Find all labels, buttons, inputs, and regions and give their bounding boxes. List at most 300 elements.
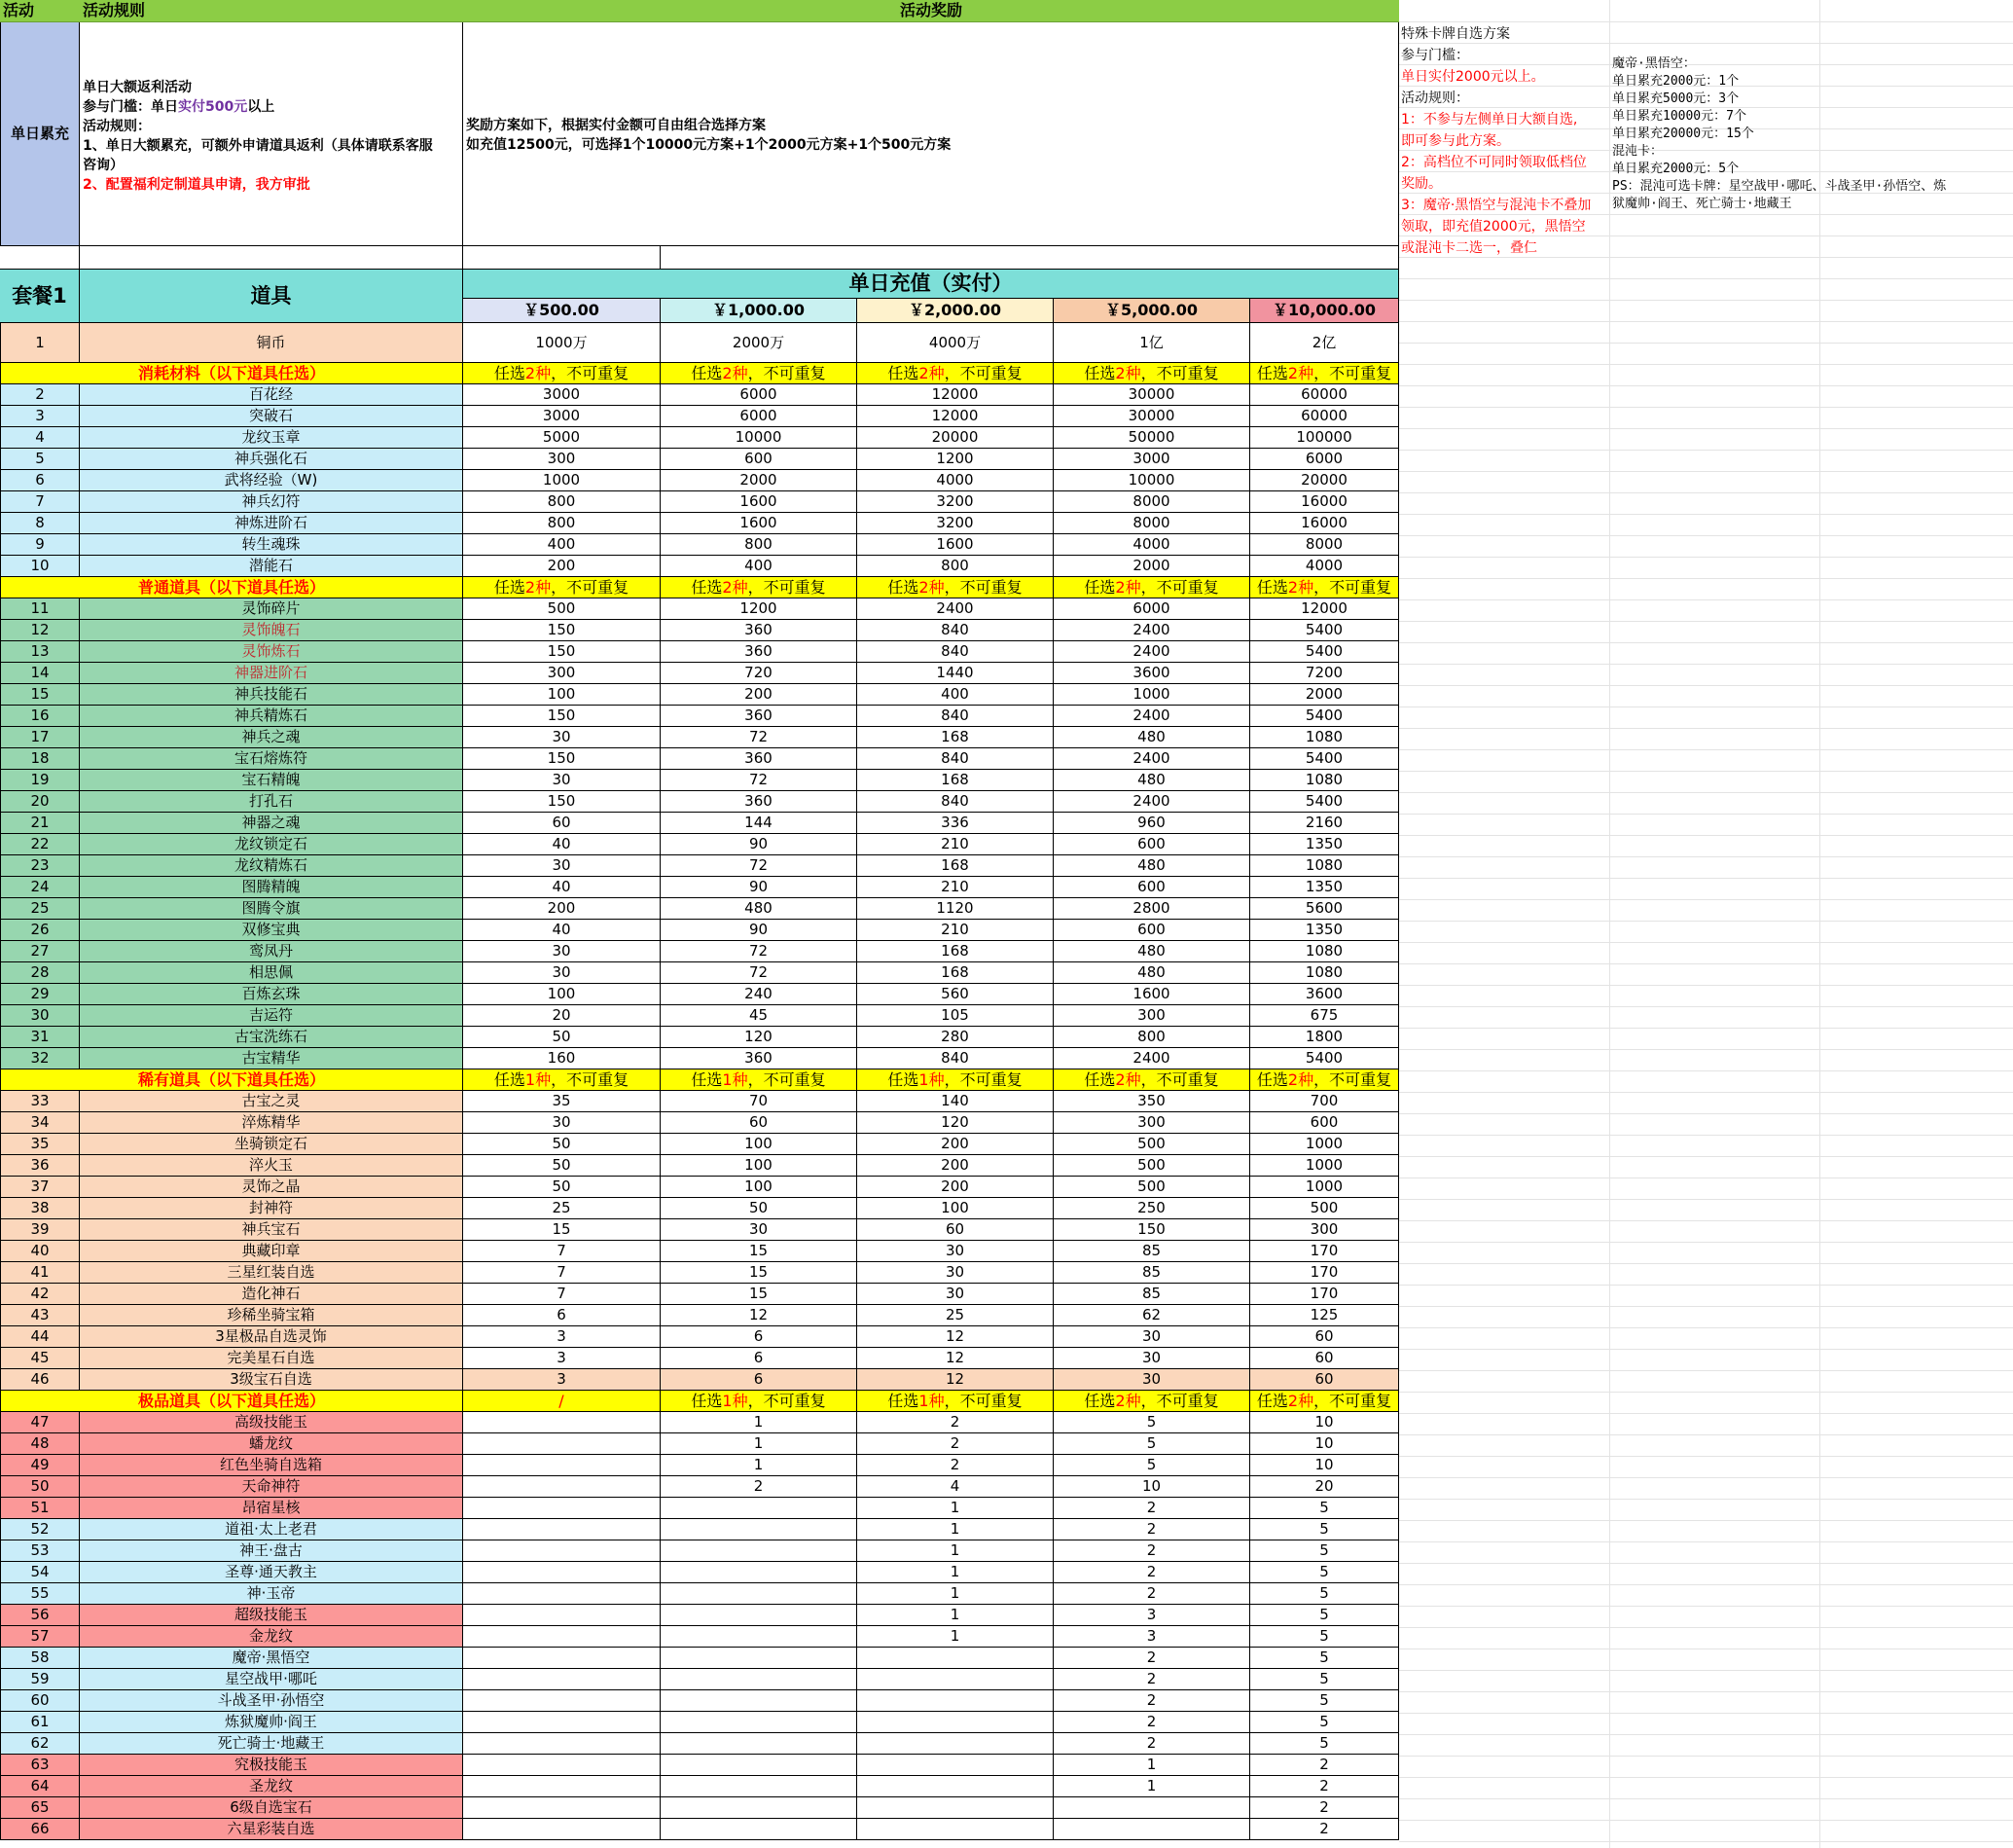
item-name[interactable]: 转生魂珠 [80, 534, 463, 556]
tier-value[interactable]: 168 [857, 962, 1054, 984]
option-cell[interactable] [857, 363, 1054, 384]
tier-value[interactable]: 30 [463, 727, 661, 748]
tier-value[interactable]: 480 [661, 898, 857, 920]
tier-value[interactable] [463, 1412, 661, 1433]
tier-value[interactable]: 45 [661, 1005, 857, 1027]
tier-value[interactable]: 5400 [1250, 791, 1399, 813]
tier-value[interactable]: 85 [1054, 1262, 1250, 1284]
tier-header-1[interactable]: ￥500.00 [463, 299, 661, 323]
tier-value[interactable]: 500 [1250, 1198, 1399, 1219]
tier-value[interactable]: 10000 [661, 427, 857, 449]
tier-value[interactable]: 1 [1054, 1776, 1250, 1797]
item-name[interactable]: 昂宿星核 [80, 1498, 463, 1519]
option-cell[interactable] [857, 1069, 1054, 1091]
tier-value[interactable]: 1 [857, 1562, 1054, 1583]
tier-value[interactable]: 600 [661, 449, 857, 470]
tier-value[interactable]: 5 [1250, 1498, 1399, 1519]
item-name[interactable]: 炼狱魔帅·阎王 [80, 1712, 463, 1733]
tier-value[interactable]: 15 [661, 1284, 857, 1305]
tier-value[interactable]: 120 [661, 1027, 857, 1048]
tier-value[interactable]: 560 [857, 984, 1054, 1005]
tier-value[interactable]: 15 [463, 1219, 661, 1241]
item-name[interactable]: 圣尊·通天教主 [80, 1562, 463, 1583]
tier-value[interactable]: 12000 [1250, 598, 1399, 620]
tier-value[interactable]: 300 [1054, 1005, 1250, 1027]
item-name[interactable]: 封神符 [80, 1198, 463, 1219]
row-index[interactable]: 35 [0, 1134, 80, 1155]
tier-value[interactable]: 5 [1054, 1455, 1250, 1476]
tier-value[interactable]: 12 [661, 1305, 857, 1326]
tier-value[interactable]: 150 [463, 706, 661, 727]
item-name[interactable]: 六星彩装自选 [80, 1819, 463, 1840]
row-index[interactable]: 42 [0, 1284, 80, 1305]
tier-value[interactable]: 3 [463, 1348, 661, 1369]
item-name[interactable]: 龙纹玉章 [80, 427, 463, 449]
item-name[interactable]: 神·玉帝 [80, 1583, 463, 1605]
item-name[interactable]: 神王·盘古 [80, 1540, 463, 1562]
tier-value[interactable]: 2 [1250, 1797, 1399, 1819]
tier-value[interactable]: 360 [661, 706, 857, 727]
tier-value[interactable]: 100 [661, 1177, 857, 1198]
item-name[interactable]: 究极技能玉 [80, 1755, 463, 1776]
tier-value[interactable]: 2000 [1250, 684, 1399, 706]
tier-value[interactable]: 4000 [1054, 534, 1250, 556]
blank-cell[interactable] [0, 246, 80, 270]
tier-value[interactable] [463, 1819, 661, 1840]
tier-value[interactable]: 360 [661, 748, 857, 770]
tier-value[interactable] [661, 1519, 857, 1540]
item-name[interactable]: 图腾精魄 [80, 877, 463, 898]
tier-value[interactable]: 2 [857, 1412, 1054, 1433]
tier-value[interactable] [463, 1648, 661, 1669]
tier-value[interactable]: 1000 [463, 470, 661, 491]
item-name[interactable]: 灵饰之晶 [80, 1177, 463, 1198]
tier-value[interactable]: 2亿 [1250, 323, 1399, 363]
tier-value[interactable] [661, 1648, 857, 1669]
tier-value[interactable]: 280 [857, 1027, 1054, 1048]
tier-value[interactable]: 2 [1054, 1648, 1250, 1669]
tier-value[interactable]: 90 [661, 877, 857, 898]
option-cell[interactable] [661, 363, 857, 384]
tier-value[interactable]: 2 [661, 1476, 857, 1498]
row-index[interactable]: 11 [0, 598, 80, 620]
tier-value[interactable]: 30 [463, 941, 661, 962]
item-name[interactable]: 高级技能玉 [80, 1412, 463, 1433]
tier-value[interactable]: 50000 [1054, 427, 1250, 449]
tier-value[interactable] [1054, 1819, 1250, 1840]
tier-value[interactable] [857, 1797, 1054, 1819]
tier-value[interactable]: 360 [661, 1048, 857, 1069]
tier-value[interactable]: 72 [661, 962, 857, 984]
tier-value[interactable]: 1440 [857, 663, 1054, 684]
reward-desc-cell[interactable] [463, 22, 1399, 246]
row-index[interactable]: 47 [0, 1412, 80, 1433]
tier-value[interactable]: 10 [1054, 1476, 1250, 1498]
tier-value[interactable]: 5 [1250, 1712, 1399, 1733]
row-index[interactable]: 62 [0, 1733, 80, 1755]
item-name[interactable]: 宝石熔炼符 [80, 748, 463, 770]
tier-value[interactable]: 2 [1054, 1712, 1250, 1733]
tier-value[interactable]: 1120 [857, 898, 1054, 920]
tier-value[interactable]: 200 [857, 1177, 1054, 1198]
tier-value[interactable]: 1 [857, 1626, 1054, 1648]
tier-value[interactable]: 40 [463, 877, 661, 898]
row-index[interactable]: 41 [0, 1262, 80, 1284]
tier-value[interactable]: 6 [463, 1305, 661, 1326]
tier-value[interactable]: 60 [1250, 1369, 1399, 1391]
item-name[interactable]: 超级技能玉 [80, 1605, 463, 1626]
item-name[interactable]: 宝石精魄 [80, 770, 463, 791]
item-name[interactable]: 天命神符 [80, 1476, 463, 1498]
tier-value[interactable]: 500 [1054, 1177, 1250, 1198]
tier-value[interactable]: 360 [661, 641, 857, 663]
tier-value[interactable] [463, 1540, 661, 1562]
tier-value[interactable]: 200 [661, 684, 857, 706]
tier-value[interactable]: 3 [1054, 1605, 1250, 1626]
tier-value[interactable] [857, 1712, 1054, 1733]
tier-value[interactable]: 10 [1250, 1412, 1399, 1433]
item-name[interactable]: 淬火玉 [80, 1155, 463, 1177]
tier-value[interactable]: 150 [463, 641, 661, 663]
tier-value[interactable] [463, 1626, 661, 1648]
tier-value[interactable]: 50 [661, 1198, 857, 1219]
tier-value[interactable]: 2000 [661, 470, 857, 491]
tier-value[interactable]: 20 [463, 1005, 661, 1027]
tier-value[interactable] [661, 1669, 857, 1690]
tier-value[interactable]: 6000 [661, 406, 857, 427]
tier-value[interactable] [463, 1519, 661, 1540]
tier-value[interactable]: 350 [1054, 1091, 1250, 1112]
tier-value[interactable]: 3 [463, 1326, 661, 1348]
tier-value[interactable]: 6 [661, 1369, 857, 1391]
item-header[interactable]: 道具 [80, 270, 463, 323]
tier-value[interactable]: 50 [463, 1027, 661, 1048]
row-index[interactable]: 32 [0, 1048, 80, 1069]
tier-value[interactable]: 2 [1054, 1669, 1250, 1690]
tier-value[interactable]: 7200 [1250, 663, 1399, 684]
tier-value[interactable]: 25 [857, 1305, 1054, 1326]
tier-value[interactable]: 5400 [1250, 641, 1399, 663]
tier-value[interactable]: 3 [463, 1369, 661, 1391]
tier-value[interactable]: 20000 [857, 427, 1054, 449]
tier-value[interactable]: 500 [463, 598, 661, 620]
tier-value[interactable]: 10000 [1054, 470, 1250, 491]
tier-value[interactable]: 10 [1250, 1455, 1399, 1476]
item-name[interactable]: 神兵技能石 [80, 684, 463, 706]
tier-value[interactable]: 200 [857, 1155, 1054, 1177]
row-index[interactable]: 40 [0, 1241, 80, 1262]
tier-value[interactable]: 30000 [1054, 406, 1250, 427]
tier-value[interactable]: 16000 [1250, 491, 1399, 513]
tier-value[interactable]: 5 [1250, 1626, 1399, 1648]
tier-value[interactable] [857, 1669, 1054, 1690]
option-cell[interactable] [857, 577, 1054, 598]
row-index[interactable]: 3 [0, 406, 80, 427]
row-index[interactable]: 36 [0, 1155, 80, 1177]
item-name[interactable]: 红色坐骑自选箱 [80, 1455, 463, 1476]
tier-value[interactable]: 6000 [1250, 449, 1399, 470]
item-name[interactable]: 斗战圣甲·孙悟空 [80, 1690, 463, 1712]
tier-value[interactable]: 336 [857, 813, 1054, 834]
tier-value[interactable]: 7 [463, 1284, 661, 1305]
item-name[interactable]: 金龙纹 [80, 1626, 463, 1648]
option-cell[interactable] [1250, 577, 1399, 598]
header-rules[interactable]: 活动规则 [80, 0, 463, 22]
tier-value[interactable]: 40 [463, 834, 661, 855]
tier-value[interactable]: 300 [1054, 1112, 1250, 1134]
tier-value[interactable]: 2160 [1250, 813, 1399, 834]
item-name[interactable]: 灵饰碎片 [80, 598, 463, 620]
tier-value[interactable]: 840 [857, 748, 1054, 770]
tier-value[interactable]: 3600 [1250, 984, 1399, 1005]
tier-value[interactable]: 12000 [857, 384, 1054, 406]
tier-value[interactable]: 1800 [1250, 1027, 1399, 1048]
tier-value[interactable] [661, 1819, 857, 1840]
row-index[interactable]: 8 [0, 513, 80, 534]
tier-value[interactable]: 60 [857, 1219, 1054, 1241]
tier-value[interactable]: 2400 [1054, 706, 1250, 727]
tier-value[interactable]: 2400 [857, 598, 1054, 620]
tier-value[interactable]: 30 [857, 1284, 1054, 1305]
tier-value[interactable]: 800 [857, 556, 1054, 577]
option-cell[interactable] [1054, 1069, 1250, 1091]
tier-value[interactable]: 150 [463, 620, 661, 641]
tier-value[interactable]: 20 [1250, 1476, 1399, 1498]
tier-value[interactable]: 60 [1250, 1326, 1399, 1348]
tier-value[interactable]: 2 [857, 1455, 1054, 1476]
tier-value[interactable]: 30 [463, 855, 661, 877]
row-index[interactable]: 6 [0, 470, 80, 491]
row-index[interactable]: 29 [0, 984, 80, 1005]
tier-value[interactable]: 5400 [1250, 620, 1399, 641]
row-index[interactable]: 63 [0, 1755, 80, 1776]
item-name[interactable]: 打孔石 [80, 791, 463, 813]
tier-value[interactable]: 1 [857, 1498, 1054, 1519]
option-cell[interactable] [1250, 1069, 1399, 1091]
tier-value[interactable]: 2400 [1054, 1048, 1250, 1069]
row-index[interactable]: 56 [0, 1605, 80, 1626]
tier-value[interactable]: 1 [857, 1605, 1054, 1626]
row-index[interactable]: 7 [0, 491, 80, 513]
tier-value[interactable]: 30 [463, 962, 661, 984]
row-index[interactable]: 12 [0, 620, 80, 641]
item-name[interactable]: 潜能石 [80, 556, 463, 577]
item-name[interactable]: 吉运符 [80, 1005, 463, 1027]
item-name[interactable]: 神兵宝石 [80, 1219, 463, 1241]
tier-value[interactable]: 1 [661, 1455, 857, 1476]
tier-value[interactable]: 675 [1250, 1005, 1399, 1027]
row-index[interactable]: 18 [0, 748, 80, 770]
row-index[interactable]: 20 [0, 791, 80, 813]
tier-value[interactable] [463, 1583, 661, 1605]
tier-value[interactable]: 7 [463, 1241, 661, 1262]
tier-value[interactable]: 1080 [1250, 941, 1399, 962]
tier-value[interactable]: 20000 [1250, 470, 1399, 491]
tier-value[interactable]: 2 [1250, 1776, 1399, 1797]
tier-value[interactable]: 50 [463, 1134, 661, 1155]
package-header[interactable]: 套餐1 [0, 270, 80, 323]
item-name[interactable]: 神炼进阶石 [80, 513, 463, 534]
item-name[interactable]: 神器进阶石 [80, 663, 463, 684]
tier-value[interactable]: 600 [1054, 877, 1250, 898]
row-index[interactable]: 34 [0, 1112, 80, 1134]
item-name[interactable]: 三星红装自选 [80, 1262, 463, 1284]
item-name[interactable]: 双修宝典 [80, 920, 463, 941]
item-name[interactable]: 坐骑锁定石 [80, 1134, 463, 1155]
row-index[interactable]: 48 [0, 1433, 80, 1455]
tier-header-4[interactable]: ￥5,000.00 [1054, 299, 1250, 323]
section-header[interactable]: 普通道具（以下道具任选） [0, 577, 463, 598]
tier-value[interactable]: 72 [661, 770, 857, 791]
tier-value[interactable]: 1080 [1250, 770, 1399, 791]
tier-value[interactable]: 85 [1054, 1241, 1250, 1262]
tier-value[interactable]: 1600 [1054, 984, 1250, 1005]
tier-value[interactable] [857, 1819, 1054, 1840]
tier-value[interactable]: 300 [463, 449, 661, 470]
tier-value[interactable]: 6000 [661, 384, 857, 406]
tier-value[interactable]: 500 [1054, 1134, 1250, 1155]
tier-value[interactable]: 1200 [661, 598, 857, 620]
tier-value[interactable]: 2 [857, 1433, 1054, 1455]
tier-value[interactable]: 5400 [1250, 748, 1399, 770]
tier-header-3[interactable]: ￥2,000.00 [857, 299, 1054, 323]
tier-value[interactable]: 8000 [1054, 513, 1250, 534]
tier-value[interactable]: 1000 [1250, 1134, 1399, 1155]
item-name[interactable]: 灵饰炼石 [80, 641, 463, 663]
tier-value[interactable]: 960 [1054, 813, 1250, 834]
item-name[interactable]: 神兵精炼石 [80, 706, 463, 727]
tier-value[interactable]: 105 [857, 1005, 1054, 1027]
row-index[interactable]: 58 [0, 1648, 80, 1669]
tier-value[interactable] [661, 1626, 857, 1648]
tier-value[interactable]: 800 [661, 534, 857, 556]
tier-value[interactable]: 1600 [661, 513, 857, 534]
tier-value[interactable]: 5 [1250, 1690, 1399, 1712]
tier-value[interactable]: 6 [661, 1348, 857, 1369]
row-index[interactable]: 65 [0, 1797, 80, 1819]
tier-value[interactable]: 2400 [1054, 748, 1250, 770]
tier-value[interactable]: 480 [1054, 855, 1250, 877]
tier-value[interactable]: 800 [1054, 1027, 1250, 1048]
section-header[interactable]: 极品道具（以下道具任选） [0, 1391, 463, 1412]
tier-value[interactable]: 2 [1054, 1562, 1250, 1583]
option-cell[interactable] [661, 577, 857, 598]
item-name[interactable]: 死亡骑士·地藏王 [80, 1733, 463, 1755]
tier-value[interactable]: 4 [857, 1476, 1054, 1498]
tier-value[interactable] [661, 1712, 857, 1733]
item-name[interactable]: 神兵之魂 [80, 727, 463, 748]
tier-value[interactable]: 3200 [857, 491, 1054, 513]
tier-value[interactable] [661, 1583, 857, 1605]
tier-value[interactable]: 210 [857, 920, 1054, 941]
tier-value[interactable]: 840 [857, 1048, 1054, 1069]
tier-value[interactable]: 600 [1054, 920, 1250, 941]
tier-value[interactable]: 2400 [1054, 641, 1250, 663]
section-header[interactable]: 消耗材料（以下道具任选） [0, 363, 463, 384]
item-name[interactable]: 珍稀坐骑宝箱 [80, 1305, 463, 1326]
tier-value[interactable]: 2 [1054, 1733, 1250, 1755]
row-index[interactable]: 49 [0, 1455, 80, 1476]
tier-value[interactable] [463, 1455, 661, 1476]
tier-value[interactable] [661, 1755, 857, 1776]
tier-value[interactable]: 85 [1054, 1284, 1250, 1305]
item-name[interactable]: 突破石 [80, 406, 463, 427]
tier-value[interactable]: 840 [857, 641, 1054, 663]
tier-value[interactable]: 30000 [1054, 384, 1250, 406]
row-index[interactable]: 44 [0, 1326, 80, 1348]
activity-name-cell[interactable]: 单日累充 [0, 22, 80, 246]
tier-value[interactable] [661, 1776, 857, 1797]
tier-value[interactable]: 72 [661, 855, 857, 877]
row-index[interactable]: 43 [0, 1305, 80, 1326]
tier-value[interactable]: 480 [1054, 941, 1250, 962]
tier-value[interactable]: 7 [463, 1262, 661, 1284]
row-index[interactable]: 64 [0, 1776, 80, 1797]
item-name[interactable]: 蟠龙纹 [80, 1433, 463, 1455]
tier-value[interactable]: 100 [857, 1198, 1054, 1219]
tier-value[interactable]: 700 [1250, 1091, 1399, 1112]
option-cell[interactable] [463, 577, 661, 598]
tier-value[interactable]: 5 [1250, 1562, 1399, 1583]
tier-value[interactable]: 5400 [1250, 706, 1399, 727]
tier-value[interactable]: 1 [661, 1433, 857, 1455]
option-cell[interactable] [1250, 1391, 1399, 1412]
item-name[interactable]: 道祖·太上老君 [80, 1519, 463, 1540]
item-name[interactable]: 古宝洗练石 [80, 1027, 463, 1048]
row-index[interactable]: 25 [0, 898, 80, 920]
tier-value[interactable]: 168 [857, 770, 1054, 791]
blank-cell[interactable] [661, 246, 1399, 270]
tier-value[interactable] [463, 1605, 661, 1626]
item-name[interactable]: 魔帝·黑悟空 [80, 1648, 463, 1669]
tier-value[interactable] [463, 1690, 661, 1712]
blank-cell[interactable] [463, 246, 661, 270]
tier-header-5[interactable]: ￥10,000.00 [1250, 299, 1399, 323]
tier-value[interactable]: 30 [857, 1241, 1054, 1262]
tier-value[interactable]: 1350 [1250, 834, 1399, 855]
tier-value[interactable]: 360 [661, 620, 857, 641]
recharge-header[interactable]: 单日充值（实付） [463, 270, 1399, 299]
tier-value[interactable]: 2800 [1054, 898, 1250, 920]
row-index[interactable]: 61 [0, 1712, 80, 1733]
tier-value[interactable]: 30 [857, 1262, 1054, 1284]
item-name[interactable]: 淬炼精华 [80, 1112, 463, 1134]
tier-value[interactable]: 720 [661, 663, 857, 684]
tier-value[interactable]: 60 [1250, 1348, 1399, 1369]
tier-value[interactable]: 1200 [857, 449, 1054, 470]
tier-value[interactable]: 360 [661, 791, 857, 813]
tier-value[interactable]: 200 [857, 1134, 1054, 1155]
tier-value[interactable]: 2 [1054, 1498, 1250, 1519]
tier-value[interactable]: 100 [463, 684, 661, 706]
tier-value[interactable] [661, 1540, 857, 1562]
item-name[interactable]: 3星极品自选灵饰 [80, 1326, 463, 1348]
tier-value[interactable]: 3600 [1054, 663, 1250, 684]
item-name[interactable]: 百炼玄珠 [80, 984, 463, 1005]
tier-value[interactable]: 60000 [1250, 406, 1399, 427]
tier-value[interactable]: 140 [857, 1091, 1054, 1112]
tier-value[interactable] [463, 1776, 661, 1797]
option-cell[interactable] [1250, 363, 1399, 384]
row-index[interactable]: 37 [0, 1177, 80, 1198]
tier-value[interactable]: 5000 [463, 427, 661, 449]
tier-value[interactable]: 100 [661, 1155, 857, 1177]
row-index[interactable]: 52 [0, 1519, 80, 1540]
tier-header-2[interactable]: ￥1,000.00 [661, 299, 857, 323]
row-index[interactable]: 13 [0, 641, 80, 663]
item-name[interactable]: 神兵强化石 [80, 449, 463, 470]
tier-value[interactable]: 840 [857, 706, 1054, 727]
